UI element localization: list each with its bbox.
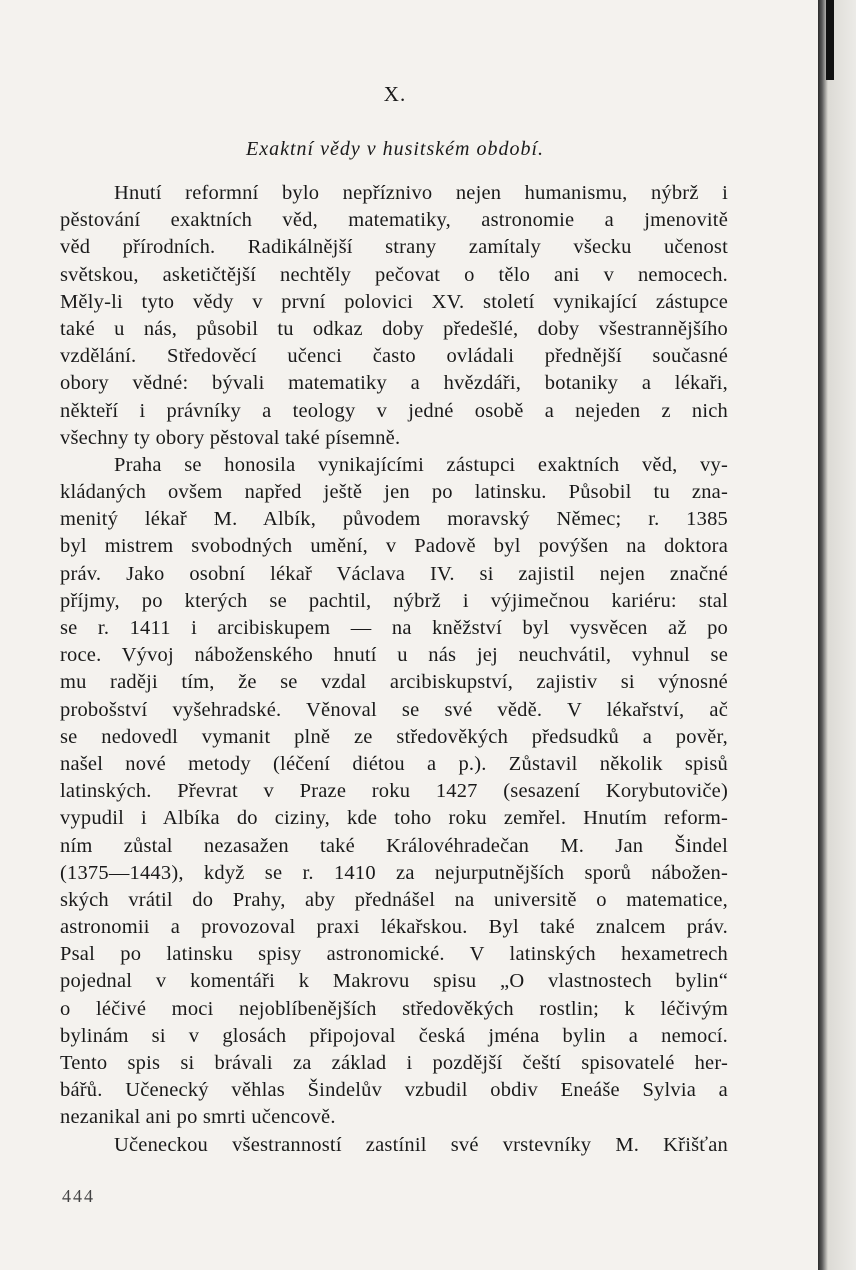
text-line: ských vrátil do Prahy, aby přednášel na universitě o matematice, (60, 888, 728, 911)
text-line: vypudil i Albíka do ciziny, kde toho roku zemřel. Hnutím reform- (60, 807, 728, 830)
text-line: Tento spis si brávali za základ i pozdější čeští spisovatelé her- (60, 1052, 728, 1074)
text-line: věd přírodních. Radikálnější strany zamítaly všecku učenost (60, 236, 728, 259)
text-line: Praha se honosila vynikajícími zástupci exaktních věd, vy- (114, 453, 728, 476)
text-line: mu raději tím, že se vzdal arcibiskupství, zajistiv si výnosné (60, 671, 728, 694)
text-line: všechny ty obory pěstoval také písemně. (60, 426, 401, 449)
text-line: se nedovedl vymanit plně ze středověkých předsudků a pověr, (60, 725, 728, 748)
text-line: našel nové metody (léčení diétou a p.). Zůstavil několik spisů (60, 752, 728, 775)
text-line: ním zůstal nezasažen také Královéhradečan M. Jan Šindel (60, 834, 728, 857)
text-line: bylinám si v glosách připojoval česká jména bylin a nemocí. (60, 1024, 728, 1047)
text-line: roce. Vývoj náboženského hnutí u nás jej neuchvátil, vyhnul se (60, 644, 728, 667)
text-line: menitý lékař M. Albík, původem moravský Němec; r. 1385 (60, 508, 728, 531)
chapter-number: X. (383, 82, 407, 106)
text-line: kládaných ovšem napřed ještě jen po latinsku. Působil tu zna- (60, 481, 728, 504)
text-line: Hnutí reformní bylo nepříznivo nejen humanismu, nýbrž i (114, 182, 728, 204)
text-line: latinských. Převrat v Praze roku 1427 (sesazení Korybutoviče) (60, 780, 728, 803)
text-line: pojednal v komentáři k Makrovu spisu „O vlastnostech bylin“ (60, 970, 728, 993)
chapter-title: Exaktní vědy v husitském období. (245, 138, 545, 160)
page-number: 444 (62, 1186, 95, 1206)
text-line: příjmy, po kterých se pachtil, nýbrž i výjimečnou kariéru: stal (60, 589, 728, 612)
text-line: o léčivé moci nejoblíbenějších středověkých rostlin; k léčivým (60, 997, 728, 1020)
text-line: Učeneckou všestranností zastínil své vrstevníky M. Křišťan (114, 1133, 728, 1156)
text-line: práv. Jako osobní lékař Václava IV. si zajistil nejen značné (60, 562, 728, 585)
text-line: také u nás, působil tu odkaz doby předešlé, doby všestrannějšího (60, 317, 728, 340)
page-edge-shadow (818, 0, 856, 1270)
text-line: Měly-li tyto vědy v první polovici XV. století vynikající zástupce (60, 290, 728, 313)
text-line: vzdělání. Středověcí učenci často ovládali přednější současné (60, 345, 728, 368)
text-line: nezanikal ani po smrti učencově. (60, 1106, 336, 1129)
text-line: obory vědné: bývali matematiky a hvězdáři, botaniky a lékaři, (60, 372, 728, 395)
text-line: probošství vyšehradské. Věnoval se své vědě. V lékařství, ač (60, 698, 728, 721)
text-line: pěstování exaktních věd, matematiky, astronomie a jmenovitě (60, 209, 728, 232)
text-line: Psal po latinsku spisy astronomické. V latinských hexametrech (60, 943, 728, 966)
text-line: bářů. Učenecký věhlas Šindelův vzbudil obdiv Eneáše Sylvia a (60, 1079, 728, 1102)
text-line: se r. 1411 i arcibiskupem — na kněžství byl vysvěcen až po (60, 617, 728, 639)
text-line: někteří i právníky a teology v jedné osobě a nejeden z nich (60, 399, 728, 422)
text-line: (1375—1443), když se r. 1410 za nejurputnějších sporů nábožen- (60, 861, 728, 884)
text-line: byl mistrem svobodných umění, v Padově byl povýšen na doktora (60, 535, 728, 558)
page-edge-dark (826, 0, 834, 80)
text-line: astronomii a provozoval praxi lékařskou. Byl také znalcem práv. (60, 916, 728, 939)
text-line: světskou, asketičtější nechtěly pečovat o tělo ani v nemocech. (60, 263, 728, 286)
body-text (60, 180, 728, 1159)
